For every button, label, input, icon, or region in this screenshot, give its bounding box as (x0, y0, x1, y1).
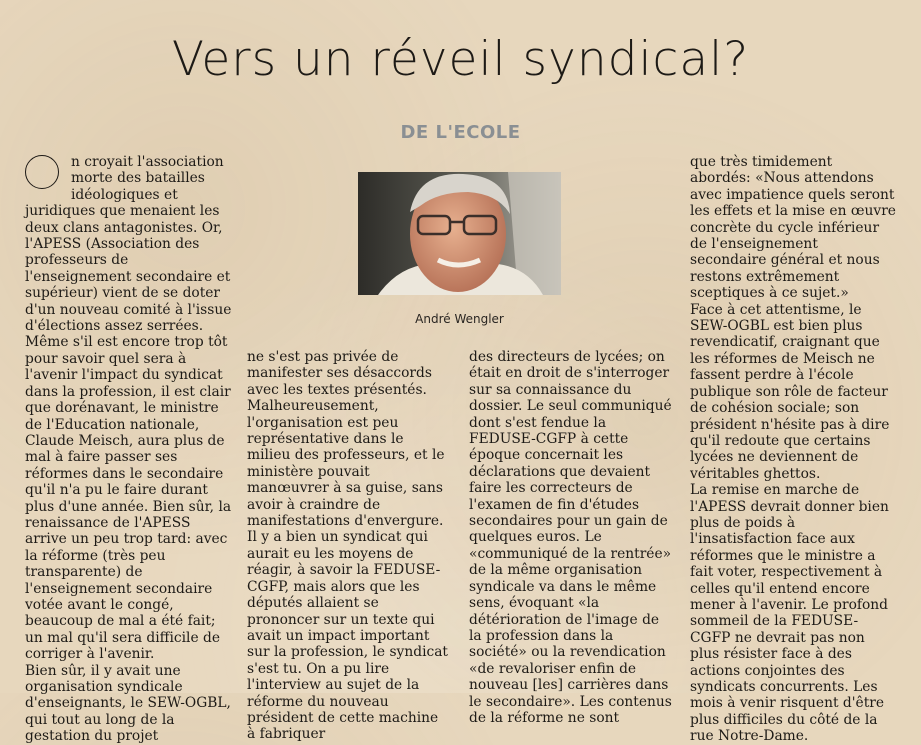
author-photo (358, 172, 561, 295)
paragraph: des directeurs de lycées; on était en droit de s'interroger sur sa connaissance du dossier. Le seul communiqué dont s'est fendue la FEDUSE-CGFP à cette époque concernait les déclarations que devaient faire les correcteurs de l'examen de fin d'études secondaires pour un gain de quelques euros. Le «communiqué de la rentrée» de la même organisation syndicale va dans le même sens, évoquant «la détérioration de l'image de la profession dans la société» ou la revendication «de revaloriser enfin de nouveau [les] carrières dans le secondaire». Les contenus de la réforme ne sont (469, 349, 672, 726)
drop-cap-o (25, 155, 59, 189)
paragraph: ne s'est pas privée de manifester ses désaccords avec les textes présentés. Malheureusement, l'organisation est peu représentative dans le milieu des professeurs, et le ministère pouvait manœuvrer à sa guise, sans avoir à craindre de manifestations d'envergure. (247, 349, 445, 530)
paragraph: La remise en marche de l'APESS devrait donner bien plus de poids à l'insatisfaction face aux réformes que le ministre a fait voter, respectivement à celles qu'il entend encore mener à l'avenir. Le profond sommeil de la FEDUSE-CGFP ne devrait pas non plus résister face à des actions conjointes des syndicats concurrents. Les mois à venir risquent d'être plus difficiles du côté de la rue Notre-Dame. (690, 482, 889, 745)
paragraph: Face à cet attentisme, le SEW-OGBL est bien plus revendicatif, craignant que les réformes de Meisch ne fassent perdre à l'école publique son rôle de facteur de cohésion sociale; son président n'hésite pas à dire qu'il redoute que certains lycées ne deviennent de véritables ghettos. (690, 301, 890, 482)
article-column-3 (469, 349, 674, 726)
photo-caption: André Wengler (415, 312, 504, 326)
article-column-2 (247, 349, 450, 743)
paragraph: Bien sûr, il y avait une organisation syndicale d'enseignants, le SEW-OGBL, qui tout au long de la gestation du projet (25, 662, 231, 745)
paragraph: Il y a bien un syndicat qui aurait eu les moyens de réagir, à savoir la FEDUSE-CGFP, mais alors que les députés allaient se prononcer sur un texte qui avait un impact important sur la profession, le syndicat s'est tu. On a pu lire l'interview au sujet de la réforme du nouveau président de cette machine à fabriquer (247, 529, 448, 743)
article-column-1 (25, 154, 233, 745)
paragraph: n croyait l'association morte des batailles idéologiques et juridiques que menaient les deux clans antagonistes. Or, l'APESS (Association des professeurs de l'enseignement secondaire et supérieur) vient de se doter d'un nouveau comité à l'issue d'élections assez serrées. Même s'il est encore trop tôt pour savoir quel sera à l'avenir l'impact du syndicat dans la profession, il est clair que dorénavant, le ministre de l'Education nationale, Claude Meisch, aura plus de mal à faire passer ses réformes dans le secondaire qu'il n'a pu le faire durant plus d'une année. Bien sûr, la renaissance de l'APESS arrive un peu trop tard: avec la réforme (très peu transparente) de l'enseignement secondaire votée avant le congé, beaucoup de mal a été fait; un mal qu'il sera difficile de corriger à l'avenir. (25, 154, 232, 663)
article-column-4 (690, 154, 897, 745)
article-title: Vers un réveil syndical? (171, 32, 750, 87)
paragraph: que très timidement abordés: «Nous attendons avec impatience quels seront les effets et la mise en œuvre concrète du cycle inférieur de l'enseignement secondaire général et nous restons extrêmement sceptiques à ce sujet.» (690, 154, 896, 302)
section-label: DE L'ECOLE (400, 122, 521, 143)
